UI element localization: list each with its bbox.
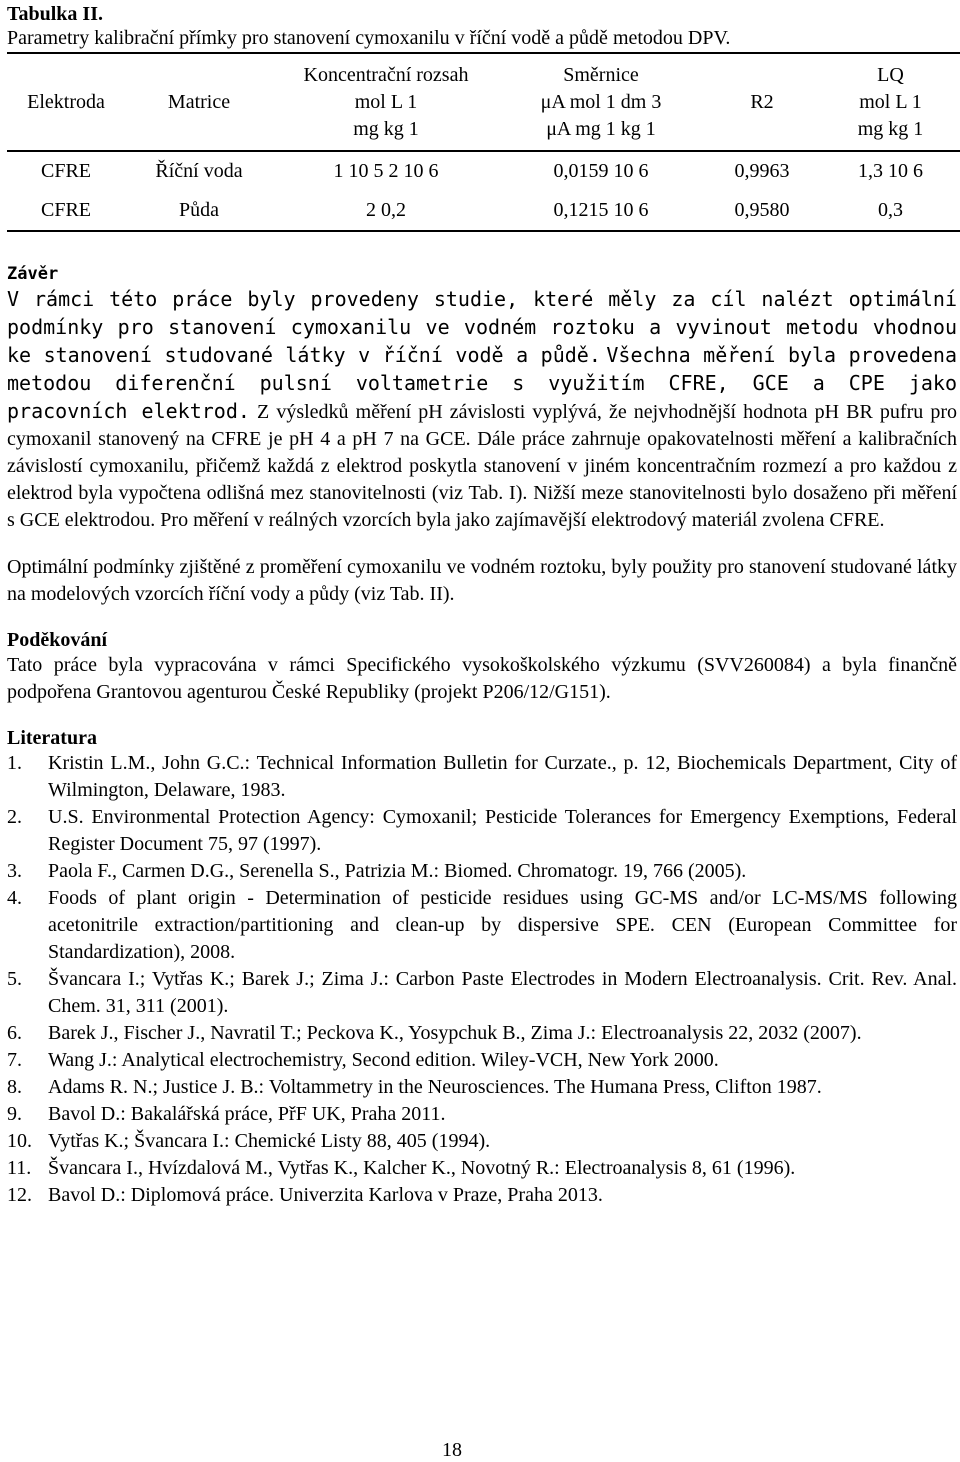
table-cell: 0,0159 10 6 <box>553 160 649 182</box>
reference-item: 4. Foods of plant origin - Determination of pesticide residues using GC-MS and/or LC-MS/MS following acetonitrile extraction/partitioning and clean-up by dispersive SPE. CEN (European Committee for Standardization), 2008. <box>7 887 957 963</box>
header-r2: R2 <box>750 90 774 113</box>
table-cell: 0,3 <box>878 199 903 221</box>
header-lq: LQ mol L 1 mg kg 1 <box>857 63 924 140</box>
zaver-heading: Závěr <box>7 264 59 284</box>
table-cell: CFRE <box>40 199 92 221</box>
reference-item: 12. Bavol D.: Diplomová práce. Univerzita Karlova v Praze, Praha 2013. <box>7 1184 603 1206</box>
reference-list <box>7 750 957 1209</box>
table-cell: CFRE <box>40 160 92 182</box>
reference-item: 7. Wang J.: Analytical electrochemistry, Second edition. Wiley-VCH, New York 2000. <box>7 1049 719 1071</box>
zaver-text-mono-2: Všechna měření byla provedena metodou diferenční pulsní voltametrie s využitím CFRE, GCE a CPE jako pracovních elektrod. <box>7 343 957 423</box>
zaver-paragraph <box>7 286 957 534</box>
header-koncentracni-rozsah: Koncentrační rozsah mol L 1 mg kg 1 <box>303 63 469 140</box>
table-cell: 1 10 5 2 10 6 <box>333 160 439 182</box>
reference-item: 2. U.S. Environmental Protection Agency: Cymoxanil; Pesticide Tolerances for Emergency Exemptions, Federal Register Document 75, 97 (1997). <box>7 806 957 855</box>
reference-item: 5. Švancara I.; Vytřas K.; Barek J.; Zima J.: Carbon Paste Electrodes in Modern Electroanalysis. Crit. Rev. Anal. Chem. 31, 311 (2001). <box>7 968 957 1017</box>
reference-item: 6. Barek J., Fischer J., Navratil T.; Peckova K., Yosypchuk B., Zima J.: Electroanalysis 22, 2032 (2007). <box>7 1022 862 1044</box>
table-cell: 0,1215 10 6 <box>553 199 649 221</box>
table-cell: 2 0,2 <box>366 199 406 221</box>
podekovani-text: Tato práce byla vypracována v rámci Specifického vysokoškolského výzkumu (SVV260084) a byla finančně podpořena Grantovou agenturou České Republiky (projekt P206/12/G151). <box>7 654 957 703</box>
calibration-table <box>7 52 960 232</box>
reference-item: 1. Kristin L.M., John G.C.: Technical Information Bulletin for Curzate., p. 12, Biochemicals Department, City of Wilmington, Delaware, 1983. <box>7 752 957 801</box>
literatura-heading: Literatura <box>7 727 97 749</box>
table-subcaption: Parametry kalibrační přímky pro stanovení cymoxanilu v říční vodě a půdě metodou DPV. <box>7 27 731 49</box>
page-number: 18 <box>442 1439 462 1461</box>
table-header-row <box>7 53 960 151</box>
zaver-text-mono: V rámci této práce byly provedeny studie, které měly za cíl nalézt optimální podmínky pro stanovení cymoxanilu ve vodném roztoku a vyvinout metodu vhodnou ke stanovení studované látky v říční vodě a půdě. <box>7 287 957 367</box>
reference-item: 8. Adams R. N.; Justice J. B.: Voltammetry in the Neurosciences. The Humana Press, Clifton 1987. <box>7 1076 822 1098</box>
table-cell: 1,3 10 6 <box>858 160 923 182</box>
table-cell: Říční voda <box>155 160 243 182</box>
table-row <box>7 191 960 231</box>
table-cell: 0,9580 <box>734 199 790 221</box>
table-cell: Půda <box>179 199 219 221</box>
document-page <box>7 2 957 1209</box>
table-row <box>7 151 960 191</box>
header-smernice: Směrnice μA mol 1 dm 3 μA mg 1 kg 1 <box>540 63 662 140</box>
header-matrice: Matrice <box>167 90 231 113</box>
header-elektroda: Elektroda <box>27 90 105 113</box>
reference-item: 9. Bavol D.: Bakalářská práce, PřF UK, Praha 2011. <box>7 1103 446 1125</box>
zaver-text: Z výsledků měření pH závislosti vyplývá, že nejvhodnější hodnota pH BR pufru pro cymoxanil stanovený na CFRE je pH 4 a pH 7 na GCE. Dále práce zahrnuje opakovatelnosti měření a kalibračních závislostí cymoxanilu, přičemž každá z elektrod poskytla stanovení v jiném koncentračním rozmezí a pro každou z elektrod byla vypočtena odlišná mez stanovitelnosti (viz Tab. I). Nižší meze stanovitelnosti bylo dosaženo při měření s GCE elektrodou. Pro měření v reálných vzorcích byla jako zajímavější elektrodový materiál zvolena CFRE. <box>7 401 957 531</box>
reference-item: 10. Vytřas K.; Švancara I.: Chemické Listy 88, 405 (1994). <box>7 1130 491 1152</box>
zaver-paragraph-2: Optimální podmínky zjištěné z proměření cymoxanilu ve vodném roztoku, byly použity pro stanovení studované látky na modelových vzorcích říční vody a půdy (viz Tab. II). <box>7 556 957 605</box>
podekovani-heading: Poděkování <box>7 629 108 651</box>
reference-item: 11. Švancara I., Hvízdalová M., Vytřas K., Kalcher K., Novotný R.: Electroanalysis 8, 61 (1996). <box>7 1157 796 1179</box>
table-cell: 0,9963 <box>734 160 790 182</box>
table-caption: Tabulka II. <box>7 3 103 25</box>
reference-item: 3. Paola F., Carmen D.G., Serenella S., Patrizia M.: Biomed. Chromatogr. 19, 766 (2005). <box>7 860 747 882</box>
